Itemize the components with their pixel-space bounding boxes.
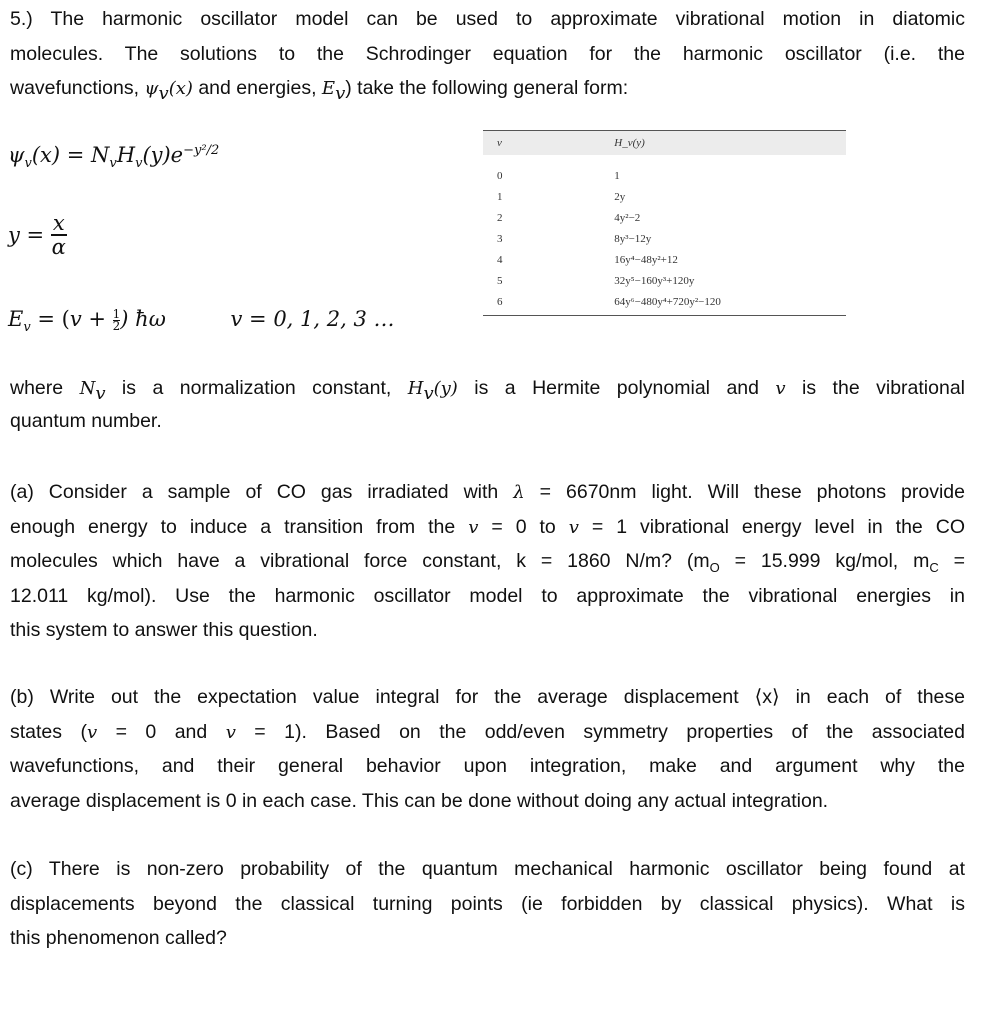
text-segment: O <box>709 559 720 575</box>
eq-h-arg: (y)e <box>142 143 184 167</box>
text-segment: = 6670nm light. Will these photons provide <box>524 481 965 503</box>
table-row <box>483 291 846 316</box>
eq-equals: = ( <box>30 307 70 331</box>
fraction <box>51 212 67 258</box>
text-segment: (b) Write out the expectation value integral for the average displacement ⟨x⟩ in each of these <box>10 686 965 708</box>
inline-math: E <box>321 78 336 99</box>
denominator: α <box>51 235 66 259</box>
text-line <box>10 510 965 545</box>
eq-v: v + <box>69 307 113 331</box>
inline-math: v <box>568 516 579 538</box>
inline-math: v <box>86 721 98 743</box>
inline-math: v <box>468 516 479 538</box>
cell-hermite: 8y³−12y <box>614 232 652 245</box>
header-hermite: H_v(y) <box>614 137 645 149</box>
inline-math: N <box>79 378 96 399</box>
text-line <box>10 475 965 510</box>
inline-math: v <box>423 382 434 404</box>
table-row <box>483 270 846 291</box>
where-paragraph <box>10 372 965 438</box>
text-segment: this system to answer this question. <box>10 619 318 641</box>
table-row <box>483 155 846 186</box>
inline-math: (x) <box>168 78 193 99</box>
eq-hbar-omega: ) ħω <box>120 307 166 331</box>
text-segment: = 1). Based on the odd/even symmetry properties of the associated <box>235 720 965 743</box>
text-line <box>10 71 965 106</box>
eq-h: H <box>116 143 136 167</box>
text-segment: displacements beyond the classical turning points (ie forbidden by classical physics). What is <box>10 892 965 915</box>
wavefunction-equation <box>8 143 219 171</box>
text-segment: is a Hermite polynomial and <box>457 377 776 399</box>
quantum-number-range: v = 0, 1, 2, 3 … <box>230 307 395 331</box>
text-segment: this phenomenon called? <box>10 927 227 949</box>
text-segment: is a normalization constant, <box>105 377 408 399</box>
energy-equation <box>8 307 395 335</box>
eq-sub: v <box>24 156 32 172</box>
text-line <box>10 887 965 922</box>
text-line <box>10 2 965 37</box>
part-a-paragraph <box>10 475 965 648</box>
eq-arg: (x) = <box>31 143 92 167</box>
text-segment: where <box>10 377 80 399</box>
hermite-table <box>483 130 846 316</box>
inline-math: H <box>407 378 424 399</box>
text-line <box>10 544 965 579</box>
y-definition-equation <box>8 212 67 258</box>
text-segment: enough energy to induce a transition from the <box>10 515 469 538</box>
text-segment: = 0 to <box>478 515 569 538</box>
eq-n: N <box>91 143 110 167</box>
text-segment: average displacement is 0 in each case. This can be done without doing any actual integration. <box>10 789 829 812</box>
inline-math: ψ <box>144 78 159 99</box>
text-segment: 12.011 kg/mol). Use the harmonic oscillator model to approximate the vibrational energies in <box>10 584 965 607</box>
eq-y: y = <box>8 223 51 247</box>
text-segment: 5.) The harmonic oscillator model can be used to approximate vibrational motion in diatomic <box>10 8 965 30</box>
cell-hermite: 4y²−2 <box>614 211 641 224</box>
cell-v: 1 <box>497 190 503 203</box>
cell-v: 0 <box>497 169 503 182</box>
text-line <box>10 749 965 784</box>
text-segment: is the vibrational <box>785 377 965 399</box>
table-header-row <box>483 131 846 156</box>
cell-hermite: 16y⁴−48y²+12 <box>614 253 678 266</box>
text-line <box>10 405 965 438</box>
numerator: 1 <box>112 307 121 321</box>
inline-math: v <box>775 378 786 399</box>
eq-sub: v <box>109 156 117 172</box>
cell-v: 6 <box>483 291 514 316</box>
text-line <box>10 372 965 405</box>
text-segment: = 15.999 kg/mol, m <box>719 550 930 572</box>
table-row <box>483 186 846 207</box>
eq-e: E <box>8 307 24 331</box>
cell-v: 4 <box>497 253 503 266</box>
part-c-paragraph <box>10 852 965 956</box>
text-segment: and energies, <box>192 77 322 99</box>
cell-hermite: 32y⁵−160y³+120y <box>614 274 695 287</box>
header-v: v <box>497 137 502 149</box>
text-line <box>10 852 965 887</box>
text-segment: C <box>929 559 939 575</box>
table-row <box>483 207 846 228</box>
cell-v: 3 <box>497 232 503 245</box>
inline-math: λ <box>513 482 525 503</box>
text-segment: = 1 vibrational energy level in the CO <box>578 515 965 538</box>
inline-math: v <box>225 721 236 743</box>
inline-math: v <box>95 382 106 404</box>
eq-psi: ψ <box>8 143 25 167</box>
text-segment: = <box>938 550 965 572</box>
text-segment: molecules. The solutions to the Schrodinger equation for the harmonic oscillator (i.e. the <box>10 42 965 65</box>
text-line <box>10 921 965 956</box>
eq-exponent: −y²/2 <box>183 143 220 158</box>
cell-hermite: 2y <box>614 190 626 203</box>
table-row <box>483 249 846 270</box>
text-segment: (a) Consider a sample of CO gas irradiated with <box>10 481 514 503</box>
table-row <box>483 228 846 249</box>
intro-paragraph <box>10 2 965 106</box>
text-segment: wavefunctions, <box>10 77 145 99</box>
part-b-paragraph <box>10 680 965 818</box>
text-line <box>10 613 965 648</box>
text-line <box>10 680 965 715</box>
numerator: x <box>52 211 65 235</box>
text-segment: = 0 and <box>97 720 226 743</box>
inline-math: (y) <box>433 378 458 399</box>
eq-sub: v <box>23 320 31 336</box>
inline-math: v <box>158 82 169 104</box>
text-segment: ) take the following general form: <box>345 77 629 99</box>
text-line <box>10 715 965 750</box>
eq-sub: v <box>135 156 143 172</box>
cell-hermite: 1 <box>614 169 620 182</box>
cell-v: 5 <box>497 274 503 287</box>
text-segment: (c) There is non-zero probability of the quantum mechanical harmonic oscillator being found at <box>10 858 965 880</box>
cell-v: 2 <box>497 211 503 224</box>
text-segment: wavefunctions, and their general behavior upon integration, make and argument why the <box>10 755 965 777</box>
text-segment: states ( <box>10 720 87 743</box>
text-line <box>10 784 965 819</box>
cell-hermite: 64y⁶−480y⁴+720y²−120 <box>514 291 846 316</box>
denominator: 2 <box>112 319 121 333</box>
text-line <box>10 37 965 72</box>
text-line <box>10 579 965 614</box>
text-segment: molecules which have a vibrational force constant, k = 1860 N/m? (m <box>10 550 710 572</box>
text-segment: quantum number. <box>10 410 162 432</box>
inline-math: v <box>335 82 346 104</box>
